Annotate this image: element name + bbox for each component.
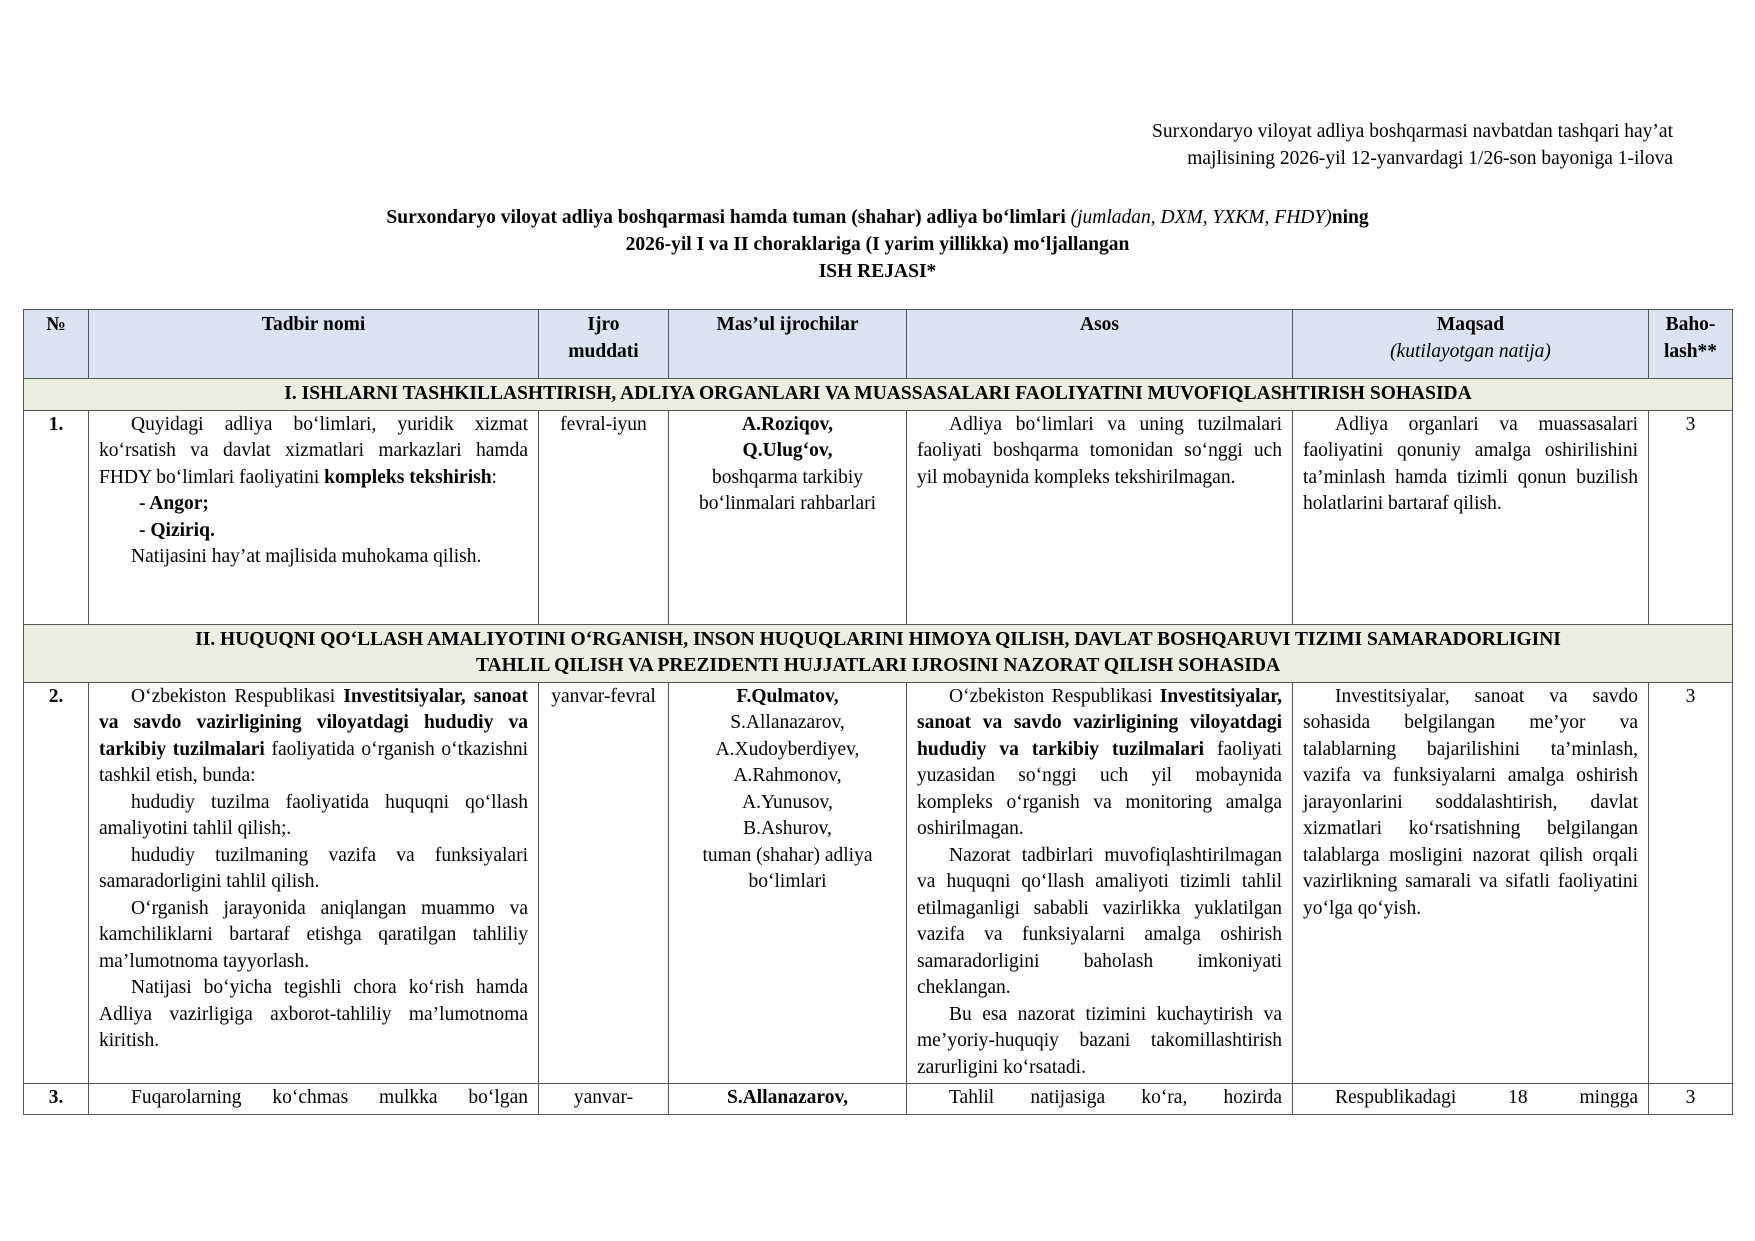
title-line-1-italic: (jumladan, DXM, YXKM, FHDY) bbox=[1070, 207, 1332, 228]
row-score: 3 bbox=[1649, 410, 1733, 624]
row-num: 2. bbox=[24, 682, 89, 1084]
row-name bbox=[89, 682, 539, 1084]
resp-item: A.Rahmonov, bbox=[733, 765, 842, 786]
row-basis bbox=[907, 410, 1293, 624]
resp-item: B.Ashurov, bbox=[743, 818, 832, 839]
row-name-para: Fuqarolarning ko‘chmas mulkka bo‘lgan bbox=[131, 1087, 528, 1108]
resp-bold: Q.Ulug‘ov, bbox=[742, 440, 833, 461]
annex-line-1: Surxondaryo viloyat adliya boshqarmasi navbatdan tashqari hay’at bbox=[1152, 121, 1673, 142]
header-term-1: Ijro bbox=[587, 314, 620, 335]
row-score: 3 bbox=[1649, 682, 1733, 1084]
row-name bbox=[89, 1084, 539, 1115]
row-name-para bbox=[99, 412, 528, 492]
resp-item: A.Xudoyberdiyev, bbox=[715, 738, 860, 760]
row-name bbox=[89, 410, 539, 624]
header-num: № bbox=[24, 310, 89, 379]
name-end: : bbox=[491, 466, 497, 488]
header-goal bbox=[1293, 310, 1649, 379]
basis-para: Nazorat tadbirlari muvofiqlashtirilmagan va huquqni qo‘llash amaliyoti tizimli tahlil etilmaganligi sababli vazirlikka yuklatilgan vazifa va funksiyalarni amalga oshirish samaradorligini baholash imkoniyati cheklangan. bbox=[917, 844, 1282, 998]
row-name-para: Natijasi bo‘yicha tegishli chora ko‘rish hamda Adliya vazirligiga axborot-tahliliy ma’lumotnoma kiritish. bbox=[99, 977, 528, 1051]
header-score-2: lash** bbox=[1663, 340, 1718, 362]
row-num: 1. bbox=[24, 410, 89, 624]
basis-para: Bu esa nazorat tizimini kuchaytirish va me’yoriy-huquqiy bazani takomillashtirish zarurligini ko‘rsatadi. bbox=[917, 1003, 1282, 1078]
basis-text: O‘zbekiston Respublikasi bbox=[949, 685, 1160, 707]
resp-item: S.Allanazarov, bbox=[730, 712, 845, 733]
goal-para: Respublikadagi 18 mingga bbox=[1335, 1087, 1638, 1108]
table-row bbox=[24, 410, 1733, 624]
row-name-para: Natijasini hay’at majlisida muhokama qilish. bbox=[131, 546, 482, 567]
row-name-para: O‘rganish jarayonida aniqlangan muammo va kamchiliklarni bartaraf etishga qaratilgan tahliliy ma’lumotnoma tayyorlash. bbox=[99, 897, 528, 972]
row-goal bbox=[1293, 1084, 1649, 1115]
table-row bbox=[24, 1084, 1733, 1115]
section-title-2: TAHLIL QILISH VA PREZIDENTI HUJJATLARI IJROSINI NAZORAT QILISH SOHASIDA bbox=[475, 655, 1281, 676]
header-score bbox=[1649, 310, 1733, 379]
header-basis: Asos bbox=[907, 310, 1293, 379]
title-line-2: 2026-yil I va II choraklariga (I yarim yillikka) mo‘ljallangan bbox=[625, 234, 1130, 255]
basis-bold: Investitsiyalar, sanoat va savdo vazirligining viloyatdagi hududiy va tarkibiy tuzilmalari bbox=[917, 685, 1282, 760]
row-name-para bbox=[99, 684, 528, 790]
resp-bold: S.Allanazarov, bbox=[727, 1087, 848, 1108]
resp-bold: F.Qulmatov, bbox=[736, 685, 839, 707]
section-row bbox=[24, 379, 1733, 411]
table-row bbox=[24, 682, 1733, 1084]
header-responsible: Mas’ul ijrochilar bbox=[669, 310, 907, 379]
name-bold: Investitsiyalar, sanoat va savdo vazirligining viloyatdagi hududiy va tarkibiy tuzilmalari bbox=[99, 685, 528, 760]
goal-para: Investitsiyalar, sanoat va savdo sohasida belgilangan me’yor va talablarning bajarilishini ta’minlash, vazifa va funksiyalarni amalga oshirish jarayonlarini soddalashtirish, davlat xizmatlari ko‘rsatishning belgilangan talablarga mosligini nazorat qilish orqali vazirlikning samarali va sifatli faoliyatini yo‘lga qo‘yish. bbox=[1303, 685, 1638, 919]
name-text: O‘zbekiston Respublikasi bbox=[131, 685, 344, 707]
row-responsible bbox=[669, 1084, 907, 1115]
row-num: 3. bbox=[24, 1084, 89, 1115]
resp-text: boshqarma tarkibiy bo‘linmalari rahbarlari bbox=[698, 466, 877, 514]
header-term bbox=[539, 310, 669, 379]
row-goal bbox=[1293, 682, 1649, 1084]
row-term: yanvar- bbox=[539, 1084, 669, 1115]
row-term: yanvar-fevral bbox=[539, 682, 669, 1084]
header-term-2: muddati bbox=[568, 340, 639, 362]
list-item: - Qiziriq. bbox=[139, 519, 215, 541]
section-row bbox=[24, 624, 1733, 682]
header-goal-sub: (kutilayotgan natija) bbox=[1390, 340, 1551, 362]
basis-para bbox=[917, 684, 1282, 843]
row-responsible bbox=[669, 410, 907, 624]
basis-para: Tahlil natijasiga ko‘ra, hozirda bbox=[949, 1087, 1282, 1108]
title-line-1-bold: Surxondaryo viloyat adliya boshqarmasi hamda tuman (shahar) adliya bo‘limlari bbox=[386, 207, 1071, 228]
annex-note bbox=[1033, 118, 1673, 172]
resp-item: tuman (shahar) adliya bo‘limlari bbox=[702, 844, 873, 892]
row-basis bbox=[907, 1084, 1293, 1115]
header-name: Tadbir nomi bbox=[89, 310, 539, 379]
name-bold: kompleks tekshirish bbox=[324, 466, 492, 488]
list-item: - Angor; bbox=[139, 493, 209, 514]
table-header-row bbox=[24, 310, 1733, 379]
row-name-para: hududiy tuzilmaning vazifa va funksiyalari samaradorligini tahlil qilish. bbox=[99, 844, 528, 892]
section-title-1: II. HUQUQNI QO‘LLASH AMALIYOTINI O‘RGANISH, INSON HUQUQLARINI HIMOYA QILISH, DAVLAT BOSHQARUVI TIZIMI SAMARADORLIGINI bbox=[195, 628, 1561, 650]
basis-para: Adliya bo‘limlari va uning tuzilmalari faoliyati boshqarma tomonidan so‘nggi uch yil mobaynida kompleks tekshirilmagan. bbox=[917, 413, 1282, 488]
section-title bbox=[24, 624, 1733, 682]
title-line-1-end: ning bbox=[1331, 207, 1369, 228]
name-end: faoliyatida o‘rganish o‘tkazishni tashkil etish, bunda: bbox=[99, 738, 528, 786]
resp-bold: A.Roziqov, bbox=[741, 413, 833, 435]
name-text: Quyidagi adliya bo‘limlari, yuridik xizmat ko‘rsatish va davlat xizmatlari markazlari hamda FHDY bo‘limlari faoliyatini bbox=[99, 413, 528, 488]
row-responsible bbox=[669, 682, 907, 1084]
row-goal bbox=[1293, 410, 1649, 624]
resp-item: A.Yunusov, bbox=[742, 791, 833, 813]
work-plan-table bbox=[23, 309, 1733, 1115]
annex-line-2: majlisining 2026-yil 12-yanvardagi 1/26-son bayoniga 1-ilova bbox=[1187, 148, 1673, 169]
row-term: fevral-iyun bbox=[539, 410, 669, 624]
title-line-1 bbox=[0, 204, 1755, 231]
section-title: I. ISHLARNI TASHKILLASHTIRISH, ADLIYA ORGANLARI VA MUASSASALARI FAOLIYATINI MUVOFIQLASHTIRISH SOHASIDA bbox=[24, 379, 1733, 411]
goal-para: Adliya organlari va muassasalari faoliyatini qonuniy amalga oshirilishini ta’minlash hamda tizimli qonun buzilish holatlarini bartaraf qilish. bbox=[1303, 413, 1638, 514]
header-score-1: Baho- bbox=[1665, 314, 1716, 335]
basis-end: faoliyati yuzasidan so‘nggi uch yil mobaynida kompleks o‘rganish va monitoring amalga oshirilmagan. bbox=[917, 738, 1282, 839]
row-name-para: hududiy tuzilma faoliyatida huquqni qo‘llash amaliyotini tahlil qilish;. bbox=[99, 791, 528, 839]
header-goal-title: Maqsad bbox=[1436, 314, 1505, 335]
row-score: 3 bbox=[1649, 1084, 1733, 1115]
title-line-3: ISH REJASI* bbox=[818, 261, 937, 282]
row-basis bbox=[907, 682, 1293, 1084]
document-title bbox=[0, 204, 1755, 285]
